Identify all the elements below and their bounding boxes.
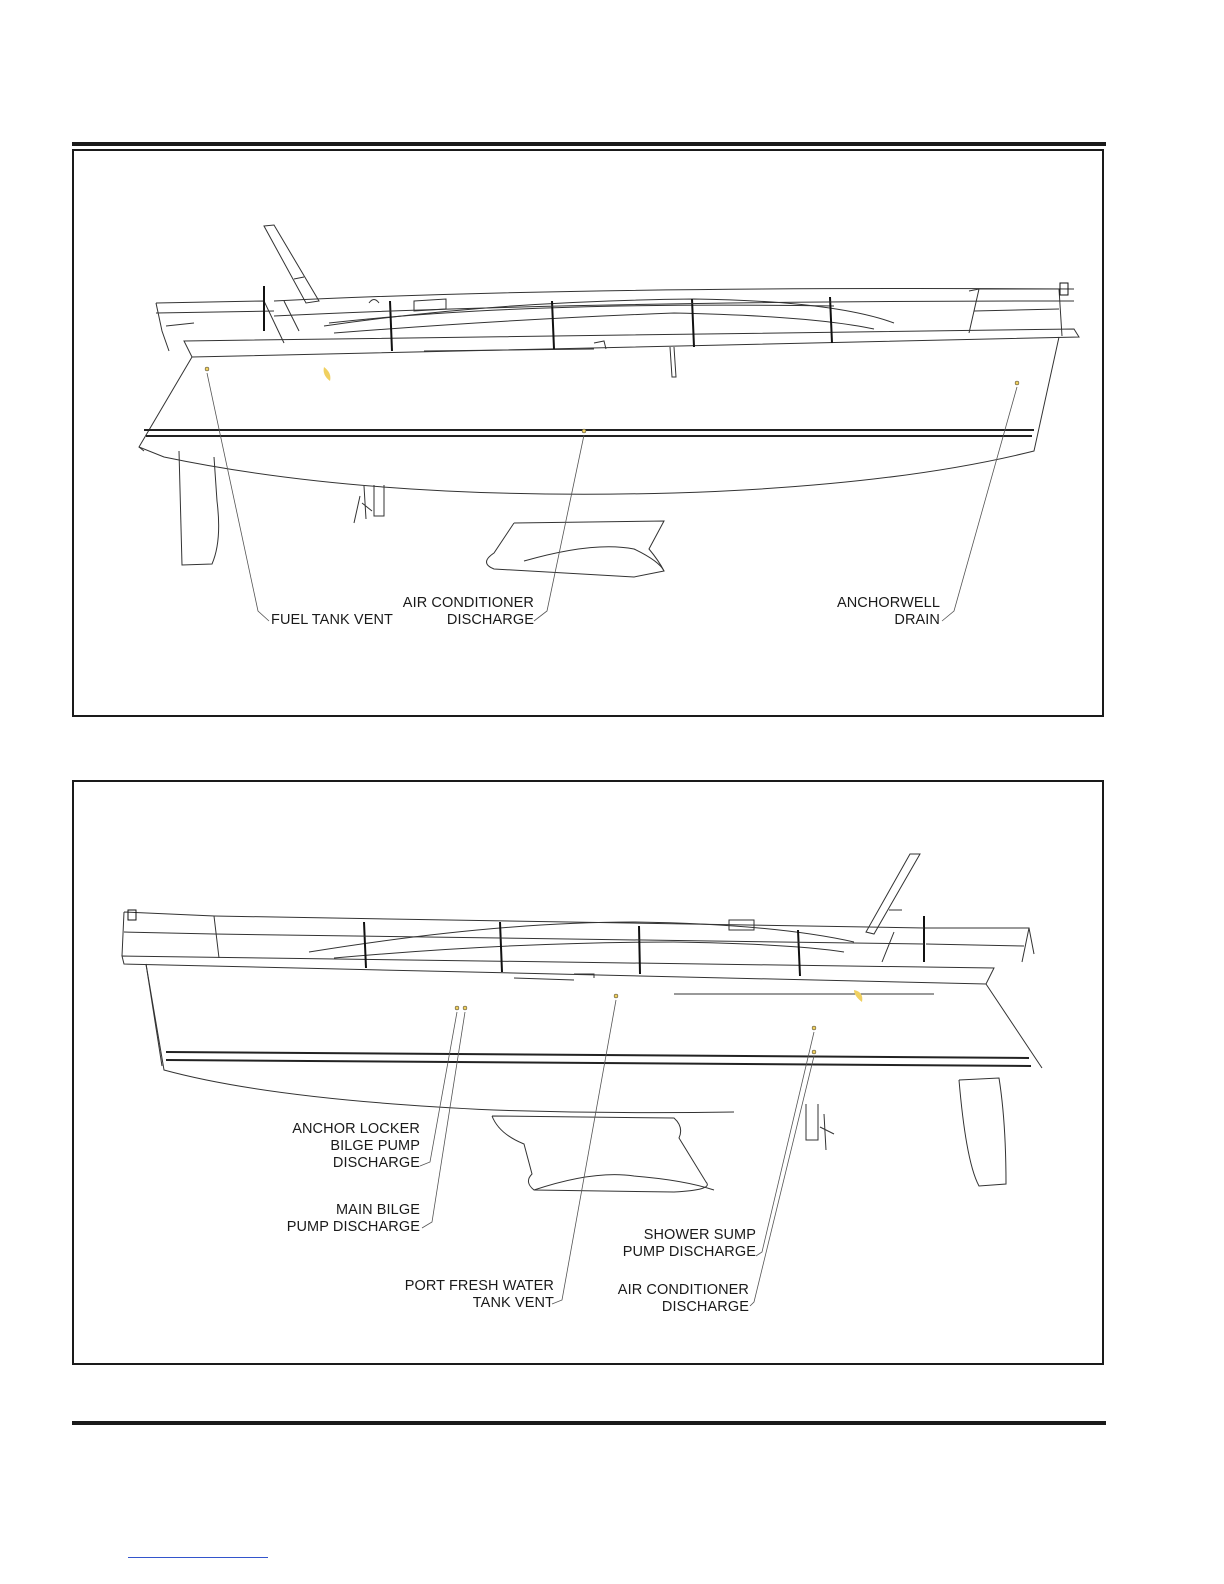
main-bilge-line1: MAIN BILGE (336, 1202, 420, 1218)
ac-discharge-port-label (604, 1282, 749, 1316)
anchor-locker-label (274, 1121, 420, 1172)
port-fresh-water-label (394, 1278, 554, 1312)
starboard-profile-panel (72, 149, 1104, 717)
shower-sump-line1: SHOWER SUMP (643, 1227, 756, 1243)
main-bilge-label (274, 1202, 420, 1236)
fuel-tank-vent-text: FUEL TANK VENT (271, 612, 393, 628)
fuel-tank-vent-label (271, 612, 393, 629)
port-hull-drawing (74, 782, 1104, 1363)
starboard-hull-drawing (74, 151, 1104, 715)
anchor-locker-line1: ANCHOR LOCKER (292, 1121, 420, 1137)
footer-link-underline[interactable] (128, 1557, 268, 1558)
ac-discharge-label (394, 595, 534, 629)
anchor-locker-line3: DISCHARGE (332, 1155, 420, 1171)
port-fresh-line2: TANK VENT (472, 1295, 554, 1311)
bottom-rule (72, 1421, 1106, 1425)
anchorwell-line2: DRAIN (894, 612, 940, 628)
anchorwell-line1: ANCHORWELL (836, 595, 940, 611)
shower-sump-label (604, 1227, 756, 1261)
anchorwell-drain-label (814, 595, 940, 629)
main-bilge-line2: PUMP DISCHARGE (286, 1219, 420, 1235)
ac-discharge-port-line1: AIR CONDITIONER (617, 1282, 749, 1298)
port-fresh-line1: PORT FRESH WATER (404, 1278, 554, 1294)
top-rule (72, 142, 1106, 146)
ac-discharge-port-line2: DISCHARGE (661, 1299, 749, 1315)
port-profile-panel (72, 780, 1104, 1365)
shower-sump-line2: PUMP DISCHARGE (622, 1244, 756, 1260)
ac-discharge-line1: AIR CONDITIONER (402, 595, 534, 611)
ac-discharge-line2: DISCHARGE (446, 612, 534, 628)
anchor-locker-line2: BILGE PUMP (330, 1138, 420, 1154)
